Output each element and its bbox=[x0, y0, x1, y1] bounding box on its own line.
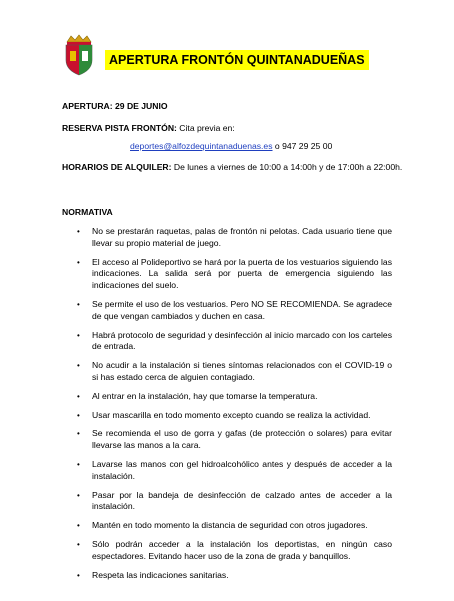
list-item bbox=[62, 570, 392, 582]
list-item-text: Habrá protocolo de seguridad y desinfección al inicio marcado con los carteles de entrada. bbox=[92, 329, 392, 352]
list-item bbox=[62, 459, 392, 483]
reserva-line bbox=[62, 123, 235, 134]
bullet-icon: • bbox=[77, 257, 80, 267]
horarios-label: HORARIOS DE ALQUILER: bbox=[62, 162, 172, 172]
contact-line bbox=[130, 141, 332, 152]
bullet-icon: • bbox=[77, 361, 80, 371]
page-title: APERTURA FRONTÓN QUINTANADUEÑAS bbox=[105, 50, 369, 70]
list-item bbox=[62, 428, 392, 452]
reserva-text: Cita previa en: bbox=[176, 123, 235, 133]
bullet-icon: • bbox=[77, 391, 80, 401]
list-item bbox=[62, 226, 392, 250]
list-item-text: No acudir a la instalación si tienes síntomas relacionados con el COVID-19 o si has estado cerca de alguien contagiado. bbox=[92, 360, 392, 382]
normativa-heading: NORMATIVA bbox=[62, 207, 113, 217]
reserva-label: RESERVA PISTA FRONTÓN: bbox=[62, 123, 177, 133]
email-link[interactable]: deportes@alfozdequintanaduenas.es bbox=[130, 141, 273, 151]
list-item bbox=[62, 299, 392, 323]
list-item bbox=[62, 520, 392, 532]
rules-list bbox=[62, 226, 392, 588]
list-item-text: No se prestarán raquetas, palas de frontón ni pelotas. Cada usuario tiene que llevar su propio material de juego. bbox=[92, 226, 392, 248]
list-item bbox=[62, 539, 392, 563]
bullet-icon: • bbox=[77, 570, 80, 580]
bullet-icon: • bbox=[77, 227, 80, 236]
list-item-text: Mantén en todo momento la distancia de seguridad con otros jugadores. bbox=[92, 520, 368, 531]
list-item-text: Respeta las indicaciones sanitarias. bbox=[92, 569, 229, 580]
bullet-icon: • bbox=[77, 330, 80, 340]
bullet-icon: • bbox=[77, 459, 80, 469]
list-item-text: Usar mascarilla en todo momento excepto cuando se realiza la actividad. bbox=[92, 409, 371, 420]
list-item-text: Se permite el uso de los vestuarios. Pero NO SE RECOMIENDA. Se agradece de que vengan cambiados y duchen en casa. bbox=[92, 298, 392, 321]
horarios-line bbox=[62, 162, 402, 173]
coat-of-arms-icon bbox=[62, 34, 96, 76]
list-item-text: Lavarse las manos con gel hidroalcohólico antes y después de acceder a la instalación. bbox=[92, 458, 392, 481]
list-item bbox=[62, 330, 392, 354]
list-item bbox=[62, 391, 392, 403]
bullet-icon: • bbox=[77, 410, 80, 420]
list-item-text: Pasar por la bandeja de desinfección de calzado antes de acceder a la instalación. bbox=[92, 489, 392, 512]
list-item-text: Sólo podrán acceder a la instalación los deportistas, en ningún caso espectadores. Evitando hacer uso de la zona de grada y banquillos. bbox=[92, 538, 392, 561]
list-item bbox=[62, 490, 392, 514]
list-item bbox=[62, 257, 392, 292]
bullet-icon: • bbox=[77, 299, 80, 309]
phone-number: 947 29 25 00 bbox=[282, 141, 333, 151]
list-item bbox=[62, 360, 392, 384]
bullet-icon: • bbox=[77, 521, 80, 531]
list-item-text: Al entrar en la instalación, hay que tomarse la temperatura. bbox=[92, 390, 318, 401]
bullet-icon: • bbox=[77, 539, 80, 549]
bullet-icon: • bbox=[77, 429, 80, 439]
apertura-line: APERTURA: 29 DE JUNIO bbox=[62, 101, 168, 111]
bullet-icon: • bbox=[77, 490, 80, 500]
list-item bbox=[62, 410, 392, 422]
list-item-text: El acceso al Polideportivo se hará por la puerta de los vestuarios siguiendo las indicaciones. La salida será por puerta de emergencia siguiendo las indicaciones del suelo. bbox=[92, 256, 392, 291]
list-item-text: Se recomienda el uso de gorra y gafas (de protección o solares) para evitar llevarse las manos a la cara. bbox=[92, 428, 392, 451]
phone-prefix: o bbox=[272, 141, 283, 151]
horarios-text: De lunes a viernes de 10:00 a 14:00h y de 17:00h a 22:00h. bbox=[171, 162, 403, 172]
